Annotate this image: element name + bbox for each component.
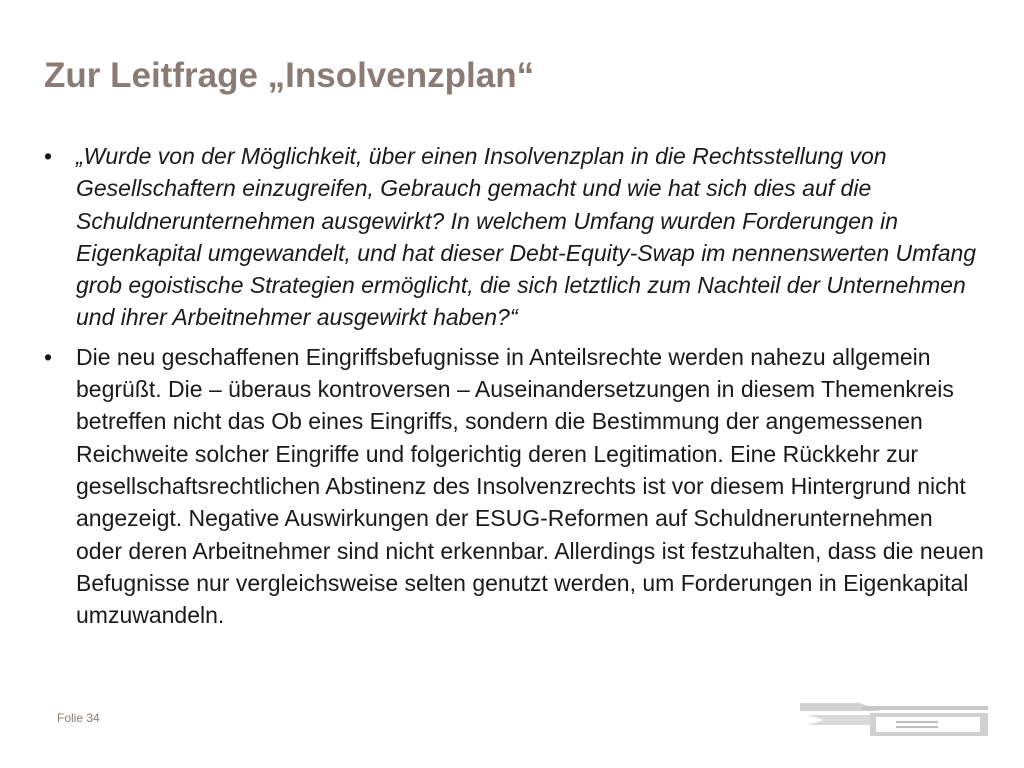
bullet-item-answer — [44, 341, 984, 632]
bullet-text-answer: Die neu geschaffenen Eingriffsbefugnisse in Anteilsrechte werden nahezu allgemein begrüßt. Die – überaus kontroversen – Auseinandersetzungen in diesem Themenkreis betreffen nicht das Ob eines Eingriffs, sondern die Bestimmung der angemessenen Reichweite solcher Eingriffe und folgerichtig deren Legitimation. Eine Rückkehr zur gesellschaftsrechtlichen Abstinenz des Insolvenzrechts ist vor diesem Hintergrund nicht angezeigt. Negative Auswirkungen der ESUG-Reformen auf Schuldnerunternehmen oder deren Arbeitnehmer sind nicht erkennbar. Allerdings ist festzuhalten, dass die neuen Befugnisse nur vergleichsweise selten genutzt werden, um Forderungen in Eigenkapital umzuwandeln. — [76, 343, 984, 629]
slide-title: Zur Leitfrage „Insolvenzplan“ — [44, 56, 535, 95]
bullet-list — [44, 140, 984, 631]
bullet-marker: • — [44, 343, 53, 370]
bullet-item-question — [44, 140, 984, 334]
slide-number-label: Folie 34 — [57, 711, 100, 725]
bullet-text-question: „Wurde von der Möglichkeit, über einen Insolvenzplan in die Rechtsstellung von Gesellschaftern einzugreifen, Gebrauch gemacht und wie hat sich dies auf die Schuldnerunternehmen ausgewirkt? In welchem Umfang wurden Forderungen in Eigenkapital umgewandelt, und hat dieser Debt-Equity-Swap im nennenswerten Umfang grob egoistische Strategien ermöglicht, die sich letztlich zum Nachteil der Unternehmen und ihrer Arbeitnehmer ausgewirkt haben?“ — [76, 143, 977, 331]
bullet-marker: • — [44, 143, 53, 169]
arrow-stripes-logo-icon — [800, 700, 990, 740]
